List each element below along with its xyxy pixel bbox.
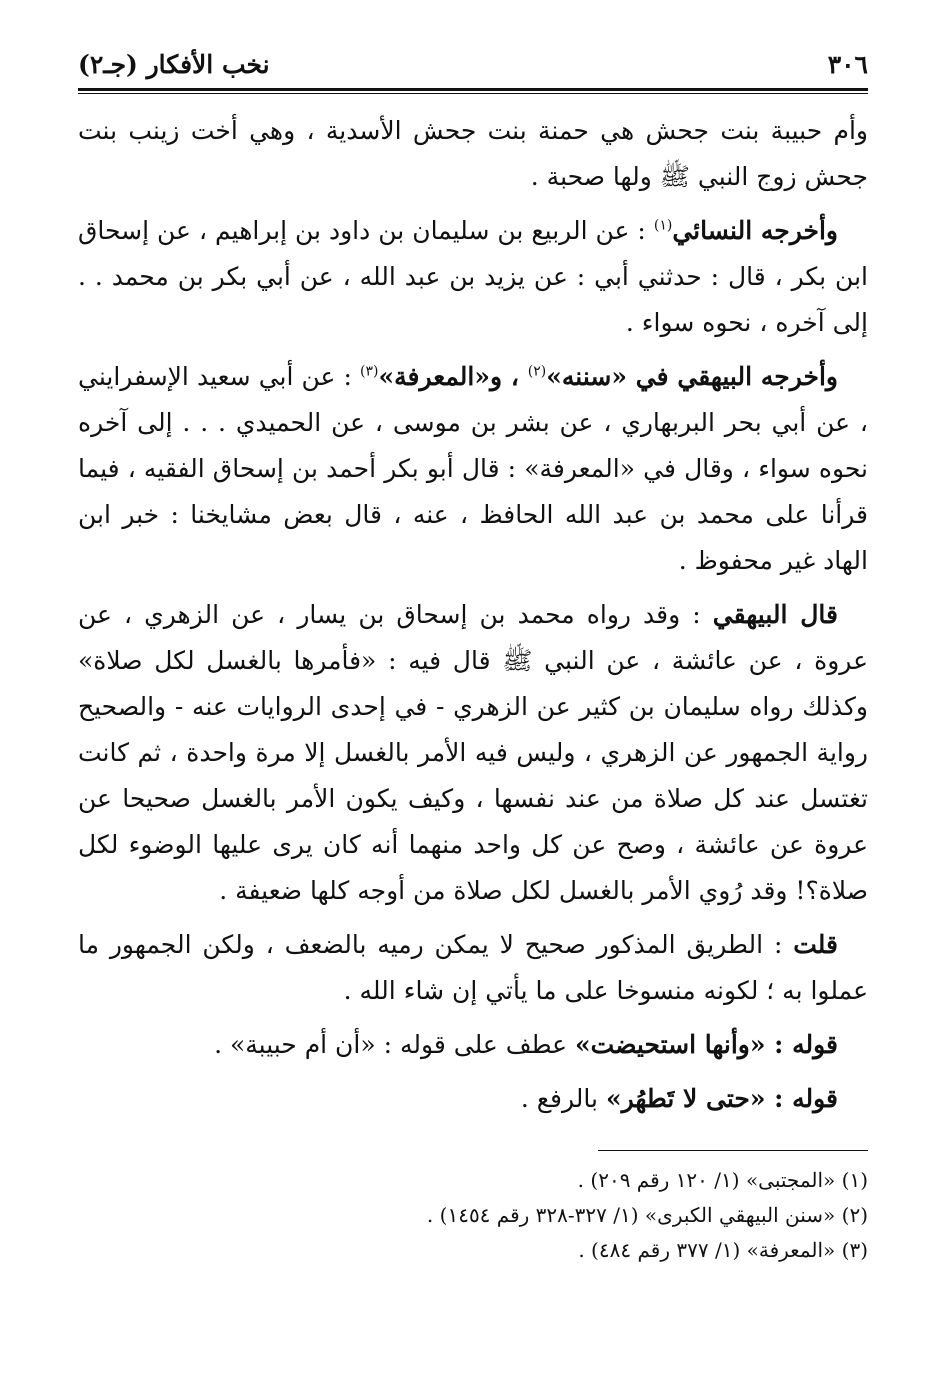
paragraph-5 — [78, 922, 868, 1014]
paragraph-7-lead: قوله : «حتى لا تَطهُر» — [605, 1084, 838, 1113]
paragraph-2-lead: وأخرجه النسائي — [672, 216, 838, 245]
footnote-ref-3: (٣) — [360, 363, 379, 380]
paragraph-5-text: : الطريق المذكور صحيح لا يمكن رميه بالضعف ، ولكن الجمهور ما عملوا به ؛ لكونه منسوخا على ما يأتي إن شاء الله . — [78, 930, 868, 1005]
paragraph-6-lead: قوله : «وأنها استحيضت» — [575, 1030, 838, 1059]
paragraph-5-lead: قلت — [793, 930, 838, 959]
paragraph-4-lead: قال البيهقي — [712, 600, 838, 629]
footnote-3: (٣) «المعرفة» (١/ ٣٧٧ رقم ٤٨٤) . — [578, 1238, 868, 1262]
page — [78, 50, 868, 1268]
page-number: ٣٠٦ — [827, 50, 868, 79]
paragraph-6-text: عطف على قوله : «أن أم حبيبة» . — [214, 1030, 576, 1059]
paragraph-2 — [78, 208, 868, 346]
header-divider — [78, 88, 868, 94]
paragraph-4-text: : وقد رواه محمد بن إسحاق بن يسار ، عن الزهري ، عن عروة ، عن عائشة ، عن النبي ﷺ قال فيه : «فأمرها بالغسل لكل صلاة» وكذلك رواه سليمان بن كثير عن الزهري - في إحدى الروايات عنه - والصحيح رواية الجمهور عن الزهري ، وليس فيه الأمر بالغسل إلا مرة واحدة ، ثم كانت تغتسل عند كل صلاة من عند نفسها ، وكيف يكون الأمر بالغسل صحيحا عن عروة عن عائشة ، وصح عن كل واحد منهما أنه كان يرى عليها الوضوء لكل صلاة؟! وقد رُوي الأمر بالغسل لكل صلاة من أوجه كلها ضعيفة . — [78, 600, 868, 905]
footnote-ref-1: (١) — [653, 217, 673, 234]
paragraph-3-text: : عن أبي سعيد الإسفرايني ، عن أبي بحر البربهاري ، عن بشر بن موسى ، عن الحميدي . . . إلى آخره نحوه سواء ، وقال في «المعرفة» : قال أبو بكر أحمد بن إسحاق الفقيه ، فيما قرأنا على محمد بن عبد الله الحافظ ، عنه ، قال بعض مشايخنا : خبر ابن الهاد غير محفوظ . — [78, 362, 868, 575]
paragraph-3-lead: وأخرجه البيهقي في «سننه» — [546, 362, 838, 391]
paragraph-3-mid: ، و«المعرفة» — [378, 362, 528, 391]
paragraph-7-text: بالرفع . — [520, 1084, 606, 1113]
footnote-ref-2: (٢) — [527, 363, 547, 380]
paragraph-7 — [78, 1076, 868, 1122]
footnote-1: (١) «المجتبى» (١/ ١٢٠ رقم ٢٠٩) . — [577, 1168, 868, 1192]
running-header — [78, 50, 868, 86]
footnote-2: (٢) «سنن البيهقي الكبرى» (١/ ٣٢٧-٣٢٨ رقم ١٤٥٤) . — [426, 1203, 868, 1227]
paragraph-2-text: : عن الربيع بن سليمان بن داود بن إبراهيم ، عن إسحاق ابن بكر ، قال : حدثني أبي : عن يزيد بن عبد الله ، عن أبي بكر بن محمد . . إلى آخره ، نحوه سواء . — [78, 216, 868, 337]
paragraph-4 — [78, 592, 868, 914]
book-title: نخب الأفكار (جـ٢) — [78, 50, 270, 79]
paragraph-1 — [78, 108, 868, 200]
paragraph-3 — [78, 354, 868, 584]
paragraph-6 — [78, 1022, 868, 1068]
footnote-divider — [598, 1150, 868, 1151]
paragraph-1-text: وأم حبيبة بنت جحش هي حمنة بنت جحش الأسدية ، وهي أخت زينب بنت جحش زوج النبي ﷺ ولها صحبة . — [78, 116, 868, 191]
